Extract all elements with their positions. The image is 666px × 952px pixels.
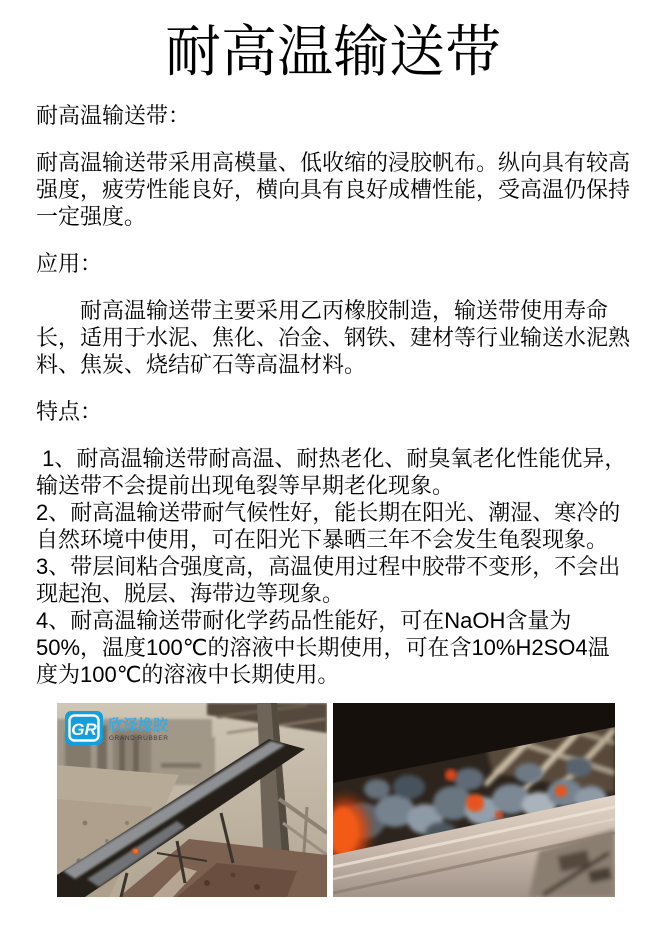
photo-row — [57, 703, 630, 897]
application-paragraph: 耐高温输送带主要采用乙丙橡胶制造，输送带使用寿命长，适用于水泥、焦化、冶金、钢铁、建材等行业输送水泥熟料、焦炭、烧结矿石等高温材料。 — [36, 298, 631, 377]
brand-logo — [65, 711, 169, 745]
logo-name-cn: 欣泽橡胶 — [108, 717, 169, 734]
intro-label: 耐高温输送带： — [36, 103, 191, 128]
page-title: 耐高温输送带 — [165, 20, 501, 83]
feature-item-1: 1、耐高温输送带耐高温、耐热老化、耐臭氧老化性能优异，输送带不会提前出现龟裂等早期老化现象。 — [36, 446, 627, 498]
document-body — [0, 102, 666, 897]
feature-item-3: 3、带层间粘合强度高，高温使用过程中胶带不变形，不会出现起泡、脱层、海带边等现象。 — [36, 554, 621, 606]
logo-monogram: GR — [71, 720, 97, 739]
photo-hot-sinter-belt — [333, 703, 615, 897]
feature-item-4: 4、耐高温输送带耐化学药品性能好，可在NaOH含量为50%，温度100℃的溶液中长期使用，可在含10%H2SO4温度为100℃的溶液中长期使用。 — [36, 608, 610, 687]
feature-item-2: 2、耐高温输送带耐气候性好，能长期在阳光、潮湿、寒冷的自然环境中使用，可在阳光下暴晒三年不会发生龟裂现象。 — [36, 500, 621, 552]
logo-name-en: GRAND RUBBER — [109, 735, 169, 742]
photo-conveyor-plant — [57, 703, 327, 897]
product-page — [0, 22, 666, 897]
application-heading: 应用： — [36, 251, 103, 276]
features-heading: 特点： — [36, 399, 103, 424]
intro-paragraph: 耐高温输送带采用高模量、低收缩的浸胶帆布。纵向具有较高强度，疲劳性能良好，横向具有良好成槽性能，受高温仍保持一定强度。 — [36, 150, 631, 229]
